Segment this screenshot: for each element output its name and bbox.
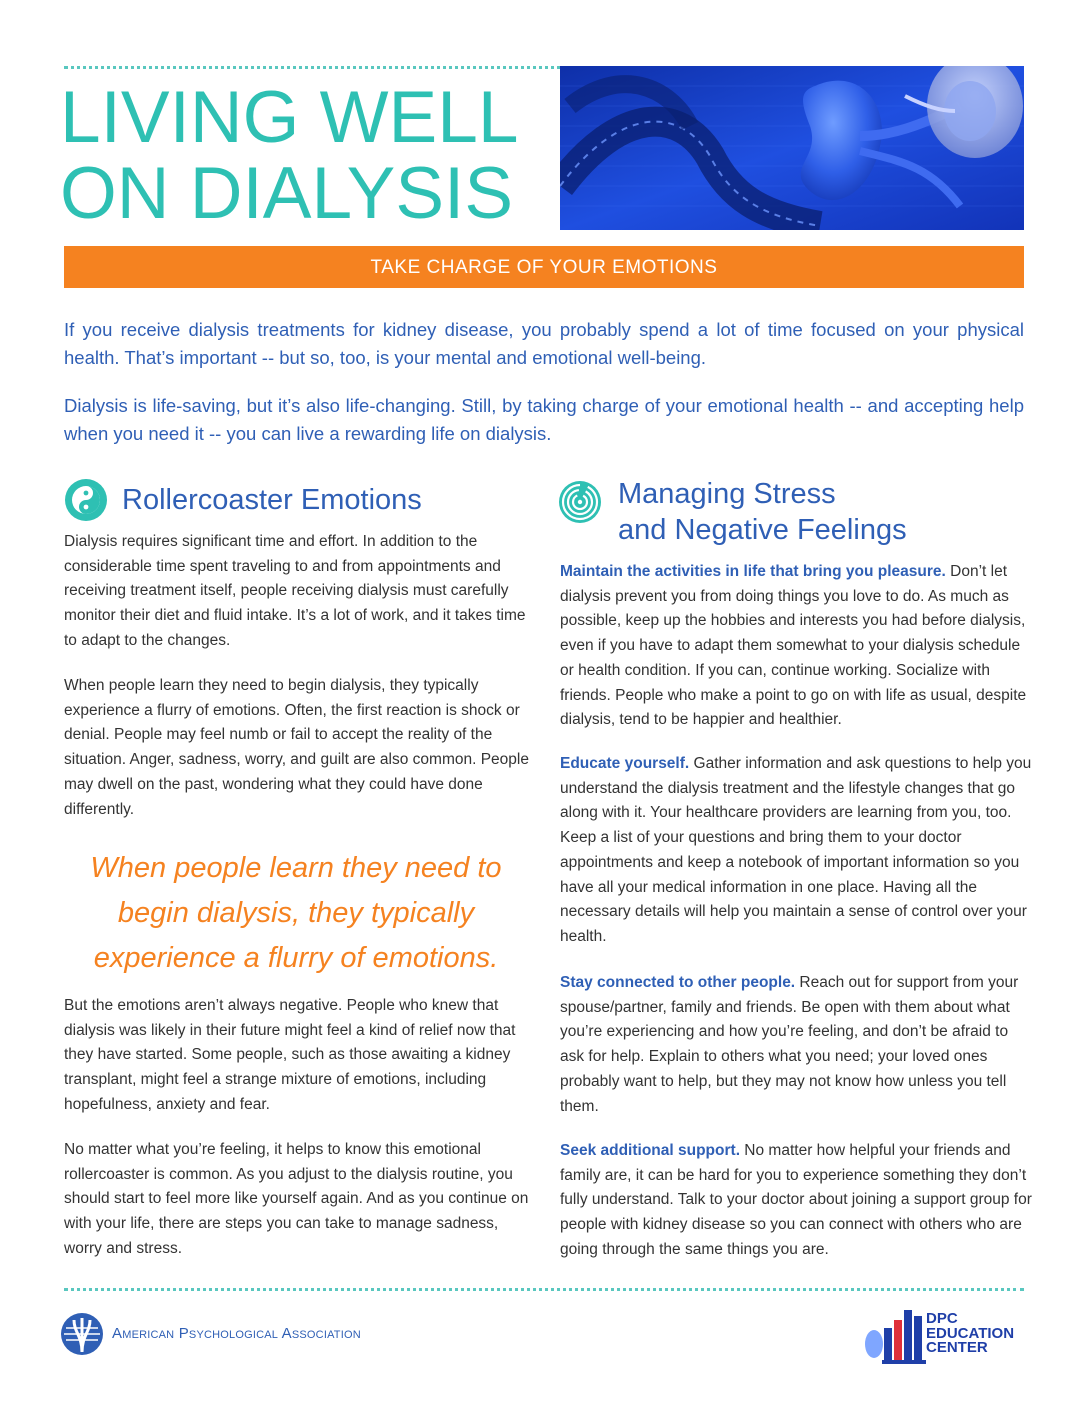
heading-line-1: Managing Stress (618, 478, 836, 510)
apa-name: American Psychological Association (112, 1325, 361, 1342)
section-connected (560, 971, 1032, 1119)
section-text: No matter how helpful your friends and family are, it can be hard for you to experience something they don’t fully understand. Talk to your doctor about joining a support group for people with kidney disease so you can connect with others who are going through the same things you are. (560, 1142, 1032, 1258)
section-text: Gather information and ask questions to help you understand the dialysis treatment and the lifestyle changes that go along with it. Your healthcare providers are learning from you, too. Keep a list of your questions and bring them to your doctor appointments and keep a notebook of important information so you have all your medical information in one place. Having all the necessary details will help you maintain a sense of control over your health. (560, 755, 1032, 945)
section-text: Reach out for support from your spouse/partner, family and friends. Be open with them about what you’re experiencing and how you’re feeling, and don’t be afraid to ask for help. Explain to others what you need; your loved ones probably want to help, but they may not know how unless you tell them. (560, 974, 1019, 1115)
managing-stress-heading (618, 476, 907, 548)
pull-quote: When people learn they need to begin dialysis, they typically experience a flurry of emotions. (90, 852, 502, 974)
kidney-hero-image (560, 66, 1024, 230)
heading-line-2: and Negative Feelings (618, 514, 907, 546)
section-lead: Maintain the activities in life that bring you pleasure. (560, 563, 946, 580)
intro-paragraph-2: Dialysis is life-saving, but it’s also life-changing. Still, by taking charge of your emotional health -- and accepting help when you need it -- you can live a rewarding life on dialysis. (64, 395, 1024, 444)
left-paragraph-1: Dialysis requires significant time and effort. In addition to the considerable time spent traveling to and from appointments and receiving treatment itself, people receiving dialysis must carefully monitor their diet and fluid intake. It’s a lot of work, and it takes time to adapt to the changes. (64, 533, 526, 649)
section-support (560, 1139, 1032, 1263)
dpc-line-1: DPC (926, 1310, 958, 1327)
intro-paragraph-1: If you receive dialysis treatments for kidney disease, you probably spend a lot of time focused on your physical health. That’s important -- but so, too, is your mental and emotional well-being. (64, 319, 1024, 368)
section-activities (560, 560, 1032, 733)
section-educate (560, 752, 1032, 950)
page-title (60, 77, 540, 234)
rollercoaster-heading: Rollercoaster Emotions (122, 484, 422, 516)
left-paragraph-4: No matter what you’re feeling, it helps to know this emotional rollercoaster is common. As you adjust to the dialysis routine, you should start to feel more like yourself again. And as you continue on with your life, there are steps you can take to manage sadness, worry and stress. (64, 1141, 529, 1257)
section-lead: Stay connected to other people. (560, 974, 796, 991)
title-line-2: ON DIALYSIS (60, 153, 514, 234)
dpc-line-3: CENTER (926, 1339, 988, 1356)
left-paragraph-2: When people learn they need to begin dialysis, they typically experience a flurry of emotions. Often, the first reaction is shock or denial. People may feel numb or fail to accept the reality of the situation. Anger, sadness, worry, and guilt are also common. People may dwell on the past, wondering what they could have done differently. (64, 677, 529, 818)
bottom-dotted-divider (64, 1288, 1024, 1291)
section-lead: Seek additional support. (560, 1142, 740, 1159)
dpc-name (926, 1312, 1026, 1356)
maze-icon (558, 480, 602, 524)
section-lead: Educate yourself. (560, 755, 690, 772)
dpc-line-2: EDUCATION (926, 1324, 1015, 1342)
yin-yang-icon (64, 478, 108, 522)
section-banner: TAKE CHARGE OF YOUR EMOTIONS (64, 246, 1024, 288)
section-text: Don’t let dialysis prevent you from doing things you love to do. As much as possible, keep up the hobbies and interests you had before dialysis, even if you have to adapt them somewhat to your dialysis schedule or health condition. If you can, continue working. Socialize with friends. People who make a point to go on with life as usual, despite dialysis, tend to be happier and healthier. (560, 563, 1027, 729)
left-paragraph-3: But the emotions aren’t always negative. People who knew that dialysis was likely in their future might feel a kind of relief now that they have started. Some people, such as those awaiting a kidney transplant, might feel a strange mixture of emotions, including hopefulness, anxiety and fear. (64, 997, 516, 1113)
apa-logo-icon (60, 1312, 104, 1356)
title-line-1: LIVING WELL (60, 77, 519, 158)
